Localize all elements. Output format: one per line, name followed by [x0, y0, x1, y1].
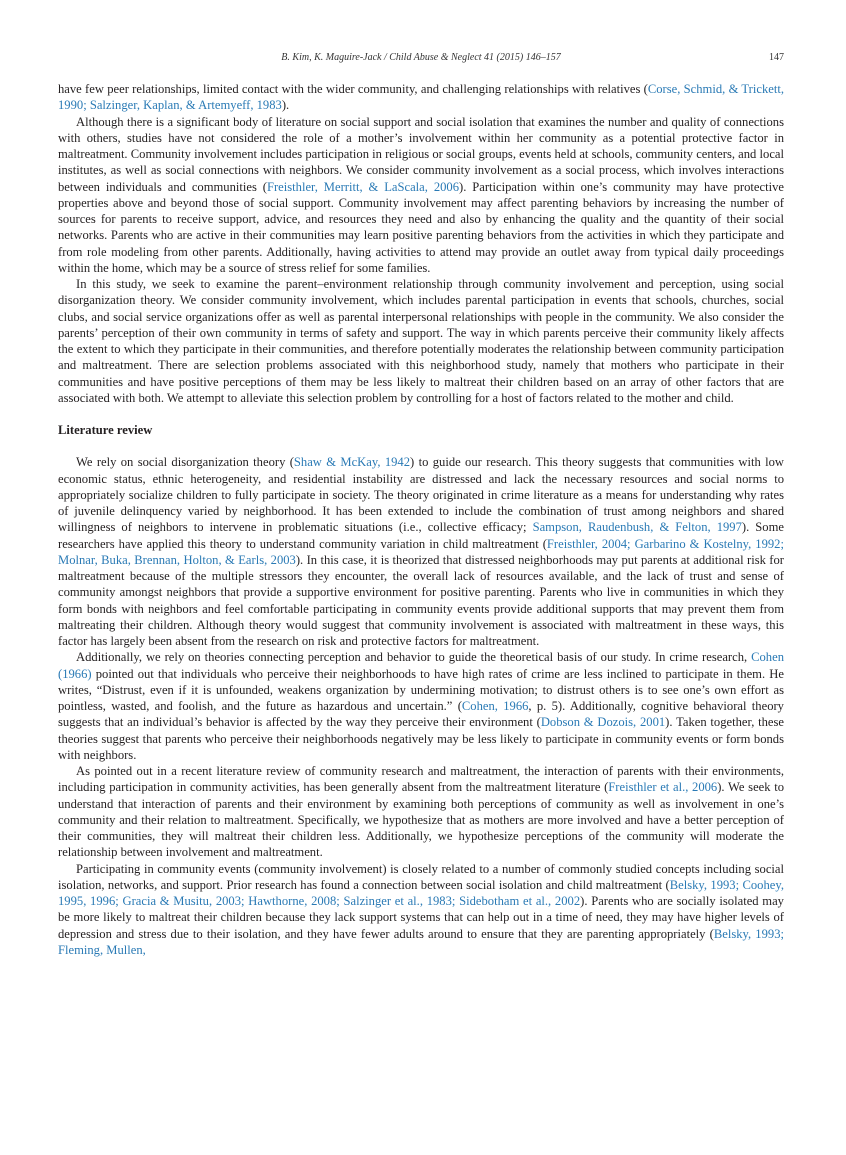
article-body	[58, 81, 784, 958]
citation-link[interactable]: Sampson, Raudenbush, & Felton, 1997	[532, 520, 742, 535]
paragraph: have few peer relationships, limited contact with the wider community, and challenging relationships with relatives (Corse, Schmid, & Trickett, 1990; Salzinger, Kaplan, & Artemyeff, 1983).	[58, 82, 784, 113]
paragraph: Additionally, we rely on theories connecting perception and behavior to guide the theoretical basis of our study. In crime research, Cohen (1966) pointed out that individuals who perceive their neighborhoods to have high rates of crime are less inclined to participate in them. He writes, “Distrust, even if it is unfounded, weakens organization by undermining motivation; to distrust others is to see one’s own effort as pointless, wasted, and foolish, and the future as hazardous and uncertain.” (Cohen, 1966, p. 5). Additionally, cognitive behavioral theory suggests that an individual’s behavior is affected by the way they perceive their environment (Dobson & Dozois, 2001). Taken together, these theories suggest that parents who perceive their neighborhoods negatively may be less likely to participate in community events or form bonds with neighbors.	[58, 650, 784, 762]
paragraph: In this study, we seek to examine the parent–environment relationship through community involvement and perception, using social disorganization theory. We consider community involvement, which includes parental participation in events that schools, churches, social clubs, and social service organizations offer as well as parental interpersonal relationships with people in the community. We also consider the parents’ perception of their own community in terms of safety and support. The way in which parents perceive their community likely affects the extent to which they participate in their communities, and therefore potentially moderates the relationship between community participation and maltreatment. There are selection problems associated with this neighborhood study, namely that mothers who participate in their communities and have positive perceptions of them may be less likely to maltreat their children based on an array of other factors that are associated with both. We attempt to alleviate this selection problem by controlling for a host of factors related to the mother and child.	[58, 277, 784, 405]
citation-link[interactable]: Belsky, 1993; Fleming, Mullen,	[58, 926, 784, 957]
citation-link[interactable]: Freisthler et al., 2006	[608, 780, 718, 795]
citation-link[interactable]: Corse, Schmid, & Trickett, 1990; Salzinger, Kaplan, & Artemyeff, 1983	[58, 82, 784, 113]
section-heading: Literature review	[58, 423, 153, 437]
paragraph: Participating in community events (community involvement) is closely related to a number of commonly studied concepts including social isolation, networks, and support. Prior research has found a connection between social isolation and child maltreatment (Belsky, 1993; Coohey, 1995, 1996; Gracia & Musitu, 2003; Hawthorne, 2008; Salzinger et al., 1983; Sidebotham et al., 2002). Parents who are socially isolated may be more likely to maltreat their children because they lack support systems that can help out in a time of need, they may have higher levels of depression and stress due to their isolation, and they have fewer adults around to ensure that they are parenting appropriately (Belsky, 1993; Fleming, Mullen,	[58, 861, 784, 957]
paragraph: As pointed out in a recent literature review of community research and maltreatment, the interaction of parents with their environments, including participation in community activities, has been generally absent from the maltreatment literature (Freisthler et al., 2006). We seek to understand that interaction of parents and their environment by examining both perceptions of community as well as involvement in one’s community and their relation to maltreatment. Specifically, we hypothesize that as mothers are more involved and have a better perception of their communities, they will maltreat their children less. Additionally, we hypothesize perceptions of the community will moderate the relationship between involvement and maltreatment.	[58, 764, 785, 860]
citation-link[interactable]: Freisthler, 2004; Garbarino & Kostelny, 1992; Molnar, Buka, Brennan, Holton, & Earls, 2003	[58, 536, 784, 567]
paragraph: We rely on social disorganization theory (Shaw & McKay, 1942) to guide our research. This theory suggests that communities with low economic status, ethnic heterogeneity, and residential instability are distressed and lack the necessary resources and social norms to appropriately socialize children to fully participate in society. The theory originated in crime literature as a means for understanding why rates of juvenile delinquency varied by neighborhood. It has been extended to include the combination of trust among neighbors and shared willingness of neighbors to intervene in problematic situations (i.e., collective efficacy; Sampson, Raudenbush, & Felton, 1997). Some researchers have applied this theory to understand community variation in child maltreatment (Freisthler, 2004; Garbarino & Kostelny, 1992; Molnar, Buka, Brennan, Holton, & Earls, 2003). In this case, it is theorized that distressed neighborhoods may put parents at additional risk for maltreatment because of the multiple stressors they encounter, the overall lack of resources available, and the lack of trust and sense of community amongst neighbors that provide a supportive environment for positive parenting. Parents who live in communities in which they form bonds with neighbors and feel comfortable participating in community events provide additional supports that may prevent them from maltreating their children. Although theory would suggest that community involvement is associated with maltreatment in these ways, this factor has largely been absent from the research on risk and protective factors for maltreatment.	[58, 455, 784, 648]
citation-link[interactable]: Freisthler, Merritt, & LaScala, 2006	[266, 179, 460, 194]
citation-link[interactable]: Belsky, 1993; Coohey, 1995, 1996; Gracia & Musitu, 2003; Hawthorne, 2008; Salzinger et al., 1983; Sidebotham et al., 2002	[58, 877, 784, 908]
page-header	[58, 52, 784, 68]
citation-link[interactable]: Dobson & Dozois, 2001	[540, 715, 666, 730]
page-number: 147	[769, 52, 784, 63]
citation-link[interactable]: Cohen (1966)	[58, 650, 784, 681]
running-head: B. Kim, K. Maguire-Jack / Child Abuse & Neglect 41 (2015) 146–157	[281, 52, 561, 63]
paragraph: Although there is a significant body of literature on social support and social isolation that examines the number and quality of connections with others, studies have not considered the role of a mother’s involvement within her community as a potential protective factor in maltreatment. Community involvement includes participation in religious or social groups, events held at schools, community centers, and local institutes, as well as social connections with neighbors. We consider community involvement as a social process, which involves interactions between individuals and communities (Freisthler, Merritt, & LaScala, 2006). Participation within one’s community may have protective properties above and beyond those of social support. Community involvement may affect parenting behaviors by increasing the number of sources for parents to receive support, advice, and resources they need and also by enhancing the quality and the quantity of their social networks. Parents who are active in their communities may learn positive parenting behaviors from the activities in which they participate and from role modeling from other parents. Additionally, having activities to attend may provide an outlet away from typical daily proceedings within the home, which may be a source of stress relief for some families.	[58, 114, 784, 275]
citation-link[interactable]: Cohen, 1966	[461, 699, 529, 713]
citation-link[interactable]: Shaw & McKay, 1942	[293, 455, 411, 470]
